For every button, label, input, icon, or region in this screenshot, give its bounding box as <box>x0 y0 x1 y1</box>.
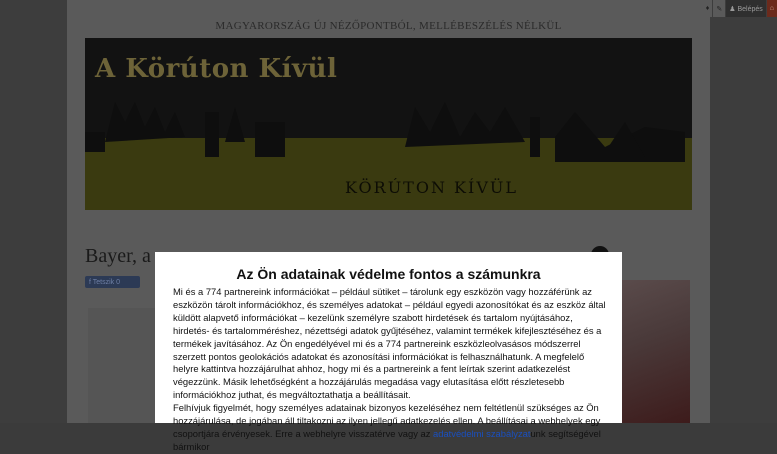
objection-text: Felhívjuk figyelmét, hogy személyes adatainak bizonyos kezeléséhez nem feltétlenül szükséges az Ön hozzájárulása, de jogában áll tiltakozni az ilyen jellegű adatkezelés ellen. A beállításai a webhelyek egy csoportjára érvényesek. Erre a webhelyre visszatérve vagy az <box>173 402 601 439</box>
sidebar-advertisement[interactable] <box>621 280 690 423</box>
notification-icon[interactable]: ♦ <box>703 0 713 17</box>
header-banner[interactable] <box>85 38 692 210</box>
objection-paragraph <box>173 402 609 454</box>
dialog-title: Az Ön adatainak védelme fontos a számunkra <box>236 266 541 282</box>
facebook-like-button[interactable]: f Tetszik 0 <box>85 276 140 288</box>
edit-icon[interactable]: ✎ <box>713 0 725 17</box>
dialog-body <box>173 286 609 454</box>
home-icon[interactable]: ⌂ <box>767 0 777 17</box>
banner-watermark-text: KÖRÚTON KÍVÜL <box>345 178 518 197</box>
post-image-placeholder <box>88 308 158 423</box>
top-toolbar <box>703 0 777 17</box>
post-title[interactable]: Bayer, a <box>85 245 151 267</box>
login-button[interactable]: ♟ Belépés <box>726 0 766 17</box>
privacy-consent-dialog <box>155 252 622 452</box>
site-tagline: MAGYARORSZÁG ÚJ NÉZŐPONTBÓL, MELLÉBESZÉLÉS NÉLKÜL <box>215 20 562 32</box>
privacy-policy-link[interactable]: adatvédelmi szabályzat <box>433 427 531 439</box>
ad-image <box>621 280 690 423</box>
consent-paragraph: Mi és a 774 partnereink információkat – például sütiket – tárolunk egy eszközön vagy hozzáférünk az eszközön tárolt információkhoz, és személyes adatokat – például egyedi azonosítókat és az eszköz által küldött alapvető információkat – kezelünk személyre szabott hirdetések és tartalom nyújtásához, hirdetés- és tartalomméréshez, nézettségi adatok gyűjtéséhez, valamint termékek kifejlesztéséhez és a termékek javításához. Az Ön engedélyével mi és a 774 partnereink eszközleolvasásos módszerrel szerzett pontos geolokációs adatokat és azonosítási információkat is felhasználhatunk. A megfelelő helyre kattintva hozzájárulhat ahhoz, hogy mi és a partnereink a fent leírtak szerint adatkezelést végezzünk. Másik lehetőségként a hozzájárulás megadása vagy elutasítása előtt részletesebb információkhoz juthat, és megváltoztathatja a beállításait. <box>173 286 606 401</box>
objection-text-end: unk segítségével bármikor <box>173 427 601 452</box>
site-title[interactable]: A Körúton Kívül <box>95 54 338 84</box>
